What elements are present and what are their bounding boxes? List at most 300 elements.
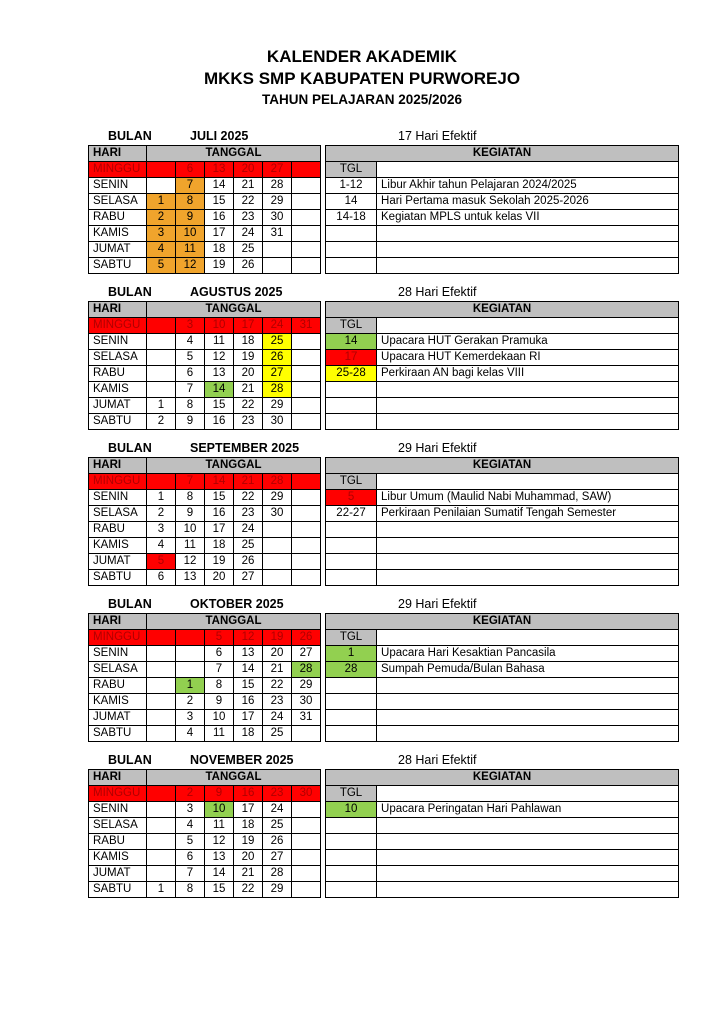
event-tgl-cell: 10 xyxy=(326,802,377,818)
calendar-day-row xyxy=(89,350,321,366)
date-cell: 7 xyxy=(176,382,205,398)
date-cell: 27 xyxy=(263,366,292,382)
month-header xyxy=(88,751,680,769)
month-list xyxy=(88,127,680,907)
date-cell xyxy=(147,818,176,834)
date-cell: 4 xyxy=(147,242,176,258)
date-cell: 26 xyxy=(234,258,263,274)
event-desc-cell xyxy=(377,630,679,646)
calendar-day-row xyxy=(89,258,321,274)
day-name-cell: KAMIS xyxy=(89,382,147,398)
event-desc-cell: Upacara HUT Gerakan Pramuka xyxy=(377,334,679,350)
event-desc-cell xyxy=(377,242,679,258)
event-tgl-cell xyxy=(326,382,377,398)
date-cell: 16 xyxy=(205,210,234,226)
event-desc-cell xyxy=(377,538,679,554)
date-cell: 30 xyxy=(263,210,292,226)
event-tgl-cell: 14-18 xyxy=(326,210,377,226)
date-cell: 7 xyxy=(176,866,205,882)
date-cell xyxy=(292,802,321,818)
tgl-label-row xyxy=(326,786,679,802)
month-name: AGUSTUS 2025 xyxy=(190,285,283,299)
page-title-line2: MKKS SMP KABUPATEN PURWOREJO xyxy=(203,69,521,88)
event-row xyxy=(326,350,679,366)
date-cell: 15 xyxy=(205,398,234,414)
calendar-day-row xyxy=(89,786,321,802)
calendar-day-row xyxy=(89,398,321,414)
date-cell: 19 xyxy=(234,350,263,366)
calendar-day-row xyxy=(89,334,321,350)
day-name-cell: SELASA xyxy=(89,506,147,522)
calendar-day-row xyxy=(89,210,321,226)
date-cell xyxy=(292,726,321,742)
date-cell: 3 xyxy=(176,802,205,818)
date-cell: 14 xyxy=(205,178,234,194)
date-cell: 11 xyxy=(205,334,234,350)
day-name-cell: SELASA xyxy=(89,662,147,678)
date-cell: 29 xyxy=(263,490,292,506)
date-cell: 17 xyxy=(205,226,234,242)
date-cell xyxy=(292,366,321,382)
day-name-cell: JUMAT xyxy=(89,242,147,258)
date-cell: 8 xyxy=(176,882,205,898)
event-row xyxy=(326,242,679,258)
date-cell: 5 xyxy=(176,834,205,850)
date-cell xyxy=(147,162,176,178)
date-cell: 16 xyxy=(234,786,263,802)
date-cell: 17 xyxy=(234,802,263,818)
event-row xyxy=(326,554,679,570)
calendar-header-row xyxy=(89,458,321,474)
date-cell: 22 xyxy=(263,678,292,694)
date-cell: 19 xyxy=(205,258,234,274)
calendar-day-row xyxy=(89,366,321,382)
event-row xyxy=(326,226,679,242)
date-cell: 28 xyxy=(292,662,321,678)
date-cell: 11 xyxy=(176,242,205,258)
event-tgl-cell: 1-12 xyxy=(326,178,377,194)
event-tgl-cell xyxy=(326,834,377,850)
calendar-day-row xyxy=(89,834,321,850)
bulan-label: BULAN xyxy=(108,129,152,143)
date-cell: 28 xyxy=(263,866,292,882)
event-tgl-cell xyxy=(326,678,377,694)
date-cell: 2 xyxy=(176,786,205,802)
calendar-table xyxy=(88,613,321,742)
calendar-table xyxy=(88,457,321,586)
bulan-label: BULAN xyxy=(108,285,152,299)
calendar-day-row xyxy=(89,710,321,726)
effective-days-label: 29 Hari Efektif xyxy=(398,441,477,455)
tgl-label-row xyxy=(326,630,679,646)
event-tgl-cell xyxy=(326,710,377,726)
date-cell: 8 xyxy=(176,398,205,414)
date-cell xyxy=(292,554,321,570)
hari-header-cell: HARI xyxy=(89,770,147,786)
date-cell: 29 xyxy=(263,398,292,414)
event-tgl-cell xyxy=(326,258,377,274)
date-cell: 6 xyxy=(176,162,205,178)
calendar-header-row xyxy=(89,770,321,786)
event-desc-cell xyxy=(377,398,679,414)
event-tgl-cell xyxy=(326,398,377,414)
date-cell: 23 xyxy=(234,210,263,226)
date-cell: 10 xyxy=(205,802,234,818)
event-row xyxy=(326,710,679,726)
event-row xyxy=(326,866,679,882)
date-cell: 12 xyxy=(176,554,205,570)
day-name-cell: JUMAT xyxy=(89,398,147,414)
day-name-cell: KAMIS xyxy=(89,694,147,710)
tgl-header-cell: TGL xyxy=(326,318,377,334)
event-desc-cell xyxy=(377,522,679,538)
date-cell: 4 xyxy=(176,726,205,742)
date-cell: 7 xyxy=(205,662,234,678)
date-cell: 23 xyxy=(263,694,292,710)
event-row xyxy=(326,678,679,694)
day-name-cell: SELASA xyxy=(89,350,147,366)
day-name-cell: SABTU xyxy=(89,570,147,586)
events-header-row xyxy=(326,458,679,474)
date-cell: 28 xyxy=(263,178,292,194)
bulan-label: BULAN xyxy=(108,753,152,767)
day-name-cell: KAMIS xyxy=(89,538,147,554)
date-cell: 31 xyxy=(292,710,321,726)
date-cell: 13 xyxy=(234,646,263,662)
event-row xyxy=(326,366,679,382)
date-cell: 7 xyxy=(176,474,205,490)
event-desc-cell: Upacara HUT Kemerdekaan RI xyxy=(377,350,679,366)
date-cell: 26 xyxy=(234,554,263,570)
day-name-cell: SENIN xyxy=(89,646,147,662)
calendar-day-row xyxy=(89,802,321,818)
date-cell: 11 xyxy=(176,538,205,554)
calendar-table xyxy=(88,769,321,898)
date-cell: 22 xyxy=(234,194,263,210)
day-name-cell: SABTU xyxy=(89,258,147,274)
event-desc-cell xyxy=(377,226,679,242)
date-cell: 20 xyxy=(234,162,263,178)
hari-header-cell: HARI xyxy=(89,146,147,162)
date-cell: 17 xyxy=(234,318,263,334)
month-name: SEPTEMBER 2025 xyxy=(190,441,300,455)
events-table xyxy=(325,769,679,898)
event-tgl-cell xyxy=(326,570,377,586)
calendar-day-row xyxy=(89,474,321,490)
event-row xyxy=(326,802,679,818)
date-cell: 18 xyxy=(234,818,263,834)
date-cell: 10 xyxy=(205,710,234,726)
calendar-header-row xyxy=(89,146,321,162)
date-cell: 13 xyxy=(205,162,234,178)
effective-days-label: 28 Hari Efektif xyxy=(398,753,477,767)
event-tgl-cell: 14 xyxy=(326,194,377,210)
date-cell: 13 xyxy=(205,366,234,382)
date-cell: 1 xyxy=(147,490,176,506)
date-cell: 30 xyxy=(263,414,292,430)
event-tgl-cell xyxy=(326,818,377,834)
event-desc-cell xyxy=(377,318,679,334)
calendar-day-row xyxy=(89,538,321,554)
date-cell xyxy=(147,334,176,350)
kegiatan-header-cell: KEGIATAN xyxy=(326,302,679,318)
event-tgl-cell xyxy=(326,414,377,430)
date-cell: 16 xyxy=(205,414,234,430)
event-tgl-cell: 25-28 xyxy=(326,366,377,382)
calendar-header-row xyxy=(89,302,321,318)
event-row xyxy=(326,334,679,350)
event-tgl-cell: 28 xyxy=(326,662,377,678)
day-name-cell: SABTU xyxy=(89,882,147,898)
event-tgl-cell xyxy=(326,726,377,742)
date-cell: 4 xyxy=(176,334,205,350)
day-name-cell: RABU xyxy=(89,678,147,694)
date-cell: 20 xyxy=(234,366,263,382)
date-cell: 3 xyxy=(176,710,205,726)
event-desc-cell: Upacara Peringatan Hari Pahlawan xyxy=(377,802,679,818)
event-row xyxy=(326,522,679,538)
event-row xyxy=(326,882,679,898)
date-cell: 23 xyxy=(234,414,263,430)
event-desc-cell: Libur Umum (Maulid Nabi Muhammad, SAW) xyxy=(377,490,679,506)
date-cell: 22 xyxy=(234,882,263,898)
date-cell: 1 xyxy=(176,678,205,694)
date-cell: 24 xyxy=(263,318,292,334)
date-cell: 15 xyxy=(234,678,263,694)
date-cell xyxy=(292,226,321,242)
page-title-line1: KALENDER AKADEMIK xyxy=(266,47,458,66)
day-name-cell: SABTU xyxy=(89,726,147,742)
day-name-cell: SENIN xyxy=(89,802,147,818)
date-cell xyxy=(147,630,176,646)
date-cell xyxy=(292,538,321,554)
date-cell: 2 xyxy=(147,414,176,430)
date-cell: 12 xyxy=(234,630,263,646)
date-cell xyxy=(176,630,205,646)
tgl-label-row xyxy=(326,474,679,490)
date-cell: 22 xyxy=(234,398,263,414)
calendar-day-row xyxy=(89,178,321,194)
event-desc-cell: Perkiraan Penilaian Sumatif Tengah Semester xyxy=(377,506,679,522)
date-cell xyxy=(292,414,321,430)
tanggal-header-cell: TANGGAL xyxy=(147,770,321,786)
date-cell: 1 xyxy=(147,398,176,414)
effective-days-label: 29 Hari Efektif xyxy=(398,597,477,611)
event-row xyxy=(326,210,679,226)
event-tgl-cell xyxy=(326,882,377,898)
event-desc-cell xyxy=(377,258,679,274)
date-cell: 10 xyxy=(205,318,234,334)
day-name-cell: MINGGU xyxy=(89,474,147,490)
calendar-day-row xyxy=(89,318,321,334)
events-table xyxy=(325,457,679,586)
date-cell xyxy=(292,258,321,274)
date-cell: 19 xyxy=(234,834,263,850)
event-tgl-cell xyxy=(326,694,377,710)
day-name-cell: JUMAT xyxy=(89,710,147,726)
date-cell: 6 xyxy=(205,646,234,662)
date-cell xyxy=(263,258,292,274)
date-cell xyxy=(176,646,205,662)
events-header-row xyxy=(326,146,679,162)
date-cell xyxy=(147,678,176,694)
event-tgl-cell xyxy=(326,242,377,258)
calendar-day-row xyxy=(89,506,321,522)
date-cell: 6 xyxy=(176,850,205,866)
hari-header-cell: HARI xyxy=(89,614,147,630)
calendar-day-row xyxy=(89,866,321,882)
event-desc-cell xyxy=(377,850,679,866)
date-cell: 28 xyxy=(263,382,292,398)
date-cell: 11 xyxy=(205,818,234,834)
date-cell xyxy=(292,350,321,366)
calendar-day-row xyxy=(89,554,321,570)
date-cell xyxy=(292,334,321,350)
tgl-header-cell: TGL xyxy=(326,474,377,490)
date-cell: 18 xyxy=(205,538,234,554)
date-cell: 14 xyxy=(234,662,263,678)
date-cell: 24 xyxy=(263,802,292,818)
calendar-day-row xyxy=(89,850,321,866)
event-desc-cell xyxy=(377,474,679,490)
kegiatan-header-cell: KEGIATAN xyxy=(326,458,679,474)
date-cell: 8 xyxy=(205,678,234,694)
calendar-day-row xyxy=(89,726,321,742)
calendar-day-row xyxy=(89,646,321,662)
date-cell: 2 xyxy=(147,210,176,226)
hari-header-cell: HARI xyxy=(89,458,147,474)
date-cell xyxy=(176,662,205,678)
month-block xyxy=(88,595,680,742)
date-cell: 9 xyxy=(205,694,234,710)
month-block xyxy=(88,127,680,274)
event-desc-cell xyxy=(377,882,679,898)
date-cell: 12 xyxy=(205,834,234,850)
date-cell: 17 xyxy=(234,710,263,726)
event-tgl-cell: 1 xyxy=(326,646,377,662)
date-cell: 29 xyxy=(263,194,292,210)
event-desc-cell xyxy=(377,162,679,178)
event-desc-cell: Upacara Hari Kesaktian Pancasila xyxy=(377,646,679,662)
date-cell xyxy=(263,242,292,258)
date-cell: 3 xyxy=(147,226,176,242)
day-name-cell: SENIN xyxy=(89,178,147,194)
date-cell: 26 xyxy=(263,350,292,366)
date-cell: 19 xyxy=(263,630,292,646)
date-cell: 5 xyxy=(147,258,176,274)
date-cell: 30 xyxy=(292,786,321,802)
date-cell xyxy=(147,726,176,742)
kegiatan-header-cell: KEGIATAN xyxy=(326,146,679,162)
date-cell xyxy=(292,866,321,882)
event-tgl-cell: 5 xyxy=(326,490,377,506)
date-cell: 21 xyxy=(234,866,263,882)
calendar-day-row xyxy=(89,194,321,210)
date-cell xyxy=(292,818,321,834)
date-cell xyxy=(147,646,176,662)
date-cell: 23 xyxy=(263,786,292,802)
date-cell: 21 xyxy=(263,662,292,678)
date-cell: 24 xyxy=(234,226,263,242)
month-block xyxy=(88,283,680,430)
event-desc-cell xyxy=(377,414,679,430)
month-tables xyxy=(88,613,680,742)
event-tgl-cell: 22-27 xyxy=(326,506,377,522)
tgl-label-row xyxy=(326,162,679,178)
event-tgl-cell: 17 xyxy=(326,350,377,366)
date-cell xyxy=(147,662,176,678)
date-cell: 3 xyxy=(147,522,176,538)
event-desc-cell xyxy=(377,866,679,882)
date-cell: 12 xyxy=(176,258,205,274)
calendar-day-row xyxy=(89,522,321,538)
date-cell xyxy=(147,834,176,850)
month-tables xyxy=(88,457,680,586)
day-name-cell: RABU xyxy=(89,366,147,382)
date-cell xyxy=(147,474,176,490)
calendar-day-row xyxy=(89,414,321,430)
event-tgl-cell xyxy=(326,522,377,538)
calendar-day-row xyxy=(89,490,321,506)
day-name-cell: SELASA xyxy=(89,818,147,834)
event-desc-cell xyxy=(377,726,679,742)
month-header xyxy=(88,283,680,301)
tgl-header-cell: TGL xyxy=(326,786,377,802)
event-row xyxy=(326,694,679,710)
date-cell: 4 xyxy=(147,538,176,554)
month-block xyxy=(88,439,680,586)
date-cell xyxy=(263,538,292,554)
event-row xyxy=(326,570,679,586)
date-cell: 25 xyxy=(263,726,292,742)
event-desc-cell: Hari Pertama masuk Sekolah 2025-2026 xyxy=(377,194,679,210)
date-cell: 27 xyxy=(234,570,263,586)
tanggal-header-cell: TANGGAL xyxy=(147,458,321,474)
date-cell: 6 xyxy=(147,570,176,586)
date-cell: 12 xyxy=(205,350,234,366)
calendar-day-row xyxy=(89,226,321,242)
date-cell: 15 xyxy=(205,490,234,506)
day-name-cell: JUMAT xyxy=(89,866,147,882)
date-cell: 21 xyxy=(234,178,263,194)
date-cell: 7 xyxy=(176,178,205,194)
date-cell: 25 xyxy=(234,538,263,554)
event-row xyxy=(326,834,679,850)
day-name-cell: SABTU xyxy=(89,414,147,430)
date-cell: 23 xyxy=(234,506,263,522)
date-cell: 27 xyxy=(292,646,321,662)
date-cell: 5 xyxy=(147,554,176,570)
event-tgl-cell xyxy=(326,866,377,882)
date-cell: 19 xyxy=(205,554,234,570)
date-cell xyxy=(147,866,176,882)
date-cell: 18 xyxy=(205,242,234,258)
date-cell: 25 xyxy=(263,818,292,834)
date-cell: 14 xyxy=(205,866,234,882)
event-desc-cell xyxy=(377,786,679,802)
date-cell xyxy=(147,710,176,726)
event-desc-cell: Libur Akhir tahun Pelajaran 2024/2025 xyxy=(377,178,679,194)
date-cell: 13 xyxy=(205,850,234,866)
kegiatan-header-cell: KEGIATAN xyxy=(326,614,679,630)
calendar-day-row xyxy=(89,570,321,586)
date-cell xyxy=(292,194,321,210)
date-cell xyxy=(147,802,176,818)
effective-days-label: 28 Hari Efektif xyxy=(398,285,477,299)
event-desc-cell: Sumpah Pemuda/Bulan Bahasa xyxy=(377,662,679,678)
day-name-cell: SENIN xyxy=(89,490,147,506)
date-cell: 6 xyxy=(176,366,205,382)
